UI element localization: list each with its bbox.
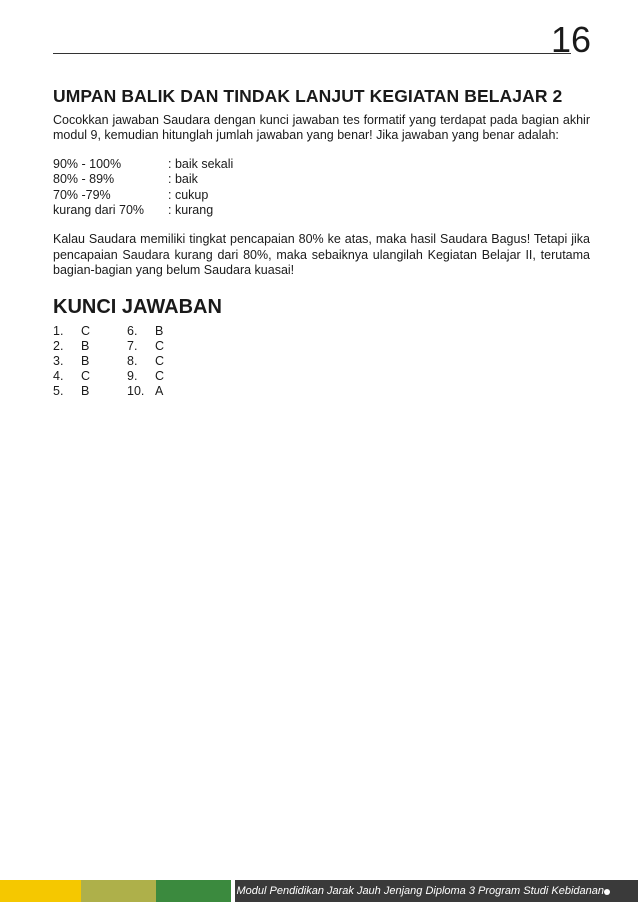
answer-number: 6. bbox=[127, 323, 138, 338]
answer-row bbox=[127, 354, 201, 369]
answer-row bbox=[53, 354, 127, 369]
score-row bbox=[53, 188, 590, 203]
score-label: : cukup bbox=[168, 187, 209, 202]
answer-value: B bbox=[81, 354, 90, 369]
answer-value: B bbox=[155, 323, 164, 338]
score-label: : baik bbox=[168, 172, 198, 187]
answer-number: 8. bbox=[127, 354, 138, 369]
page-footer bbox=[0, 880, 638, 902]
answer-row bbox=[127, 339, 201, 354]
score-row bbox=[53, 157, 590, 172]
intro-paragraph: Cocokkan jawaban Saudara dengan kunci jawaban tes formatif yang terdapat pada bagian akhir modul 9, kemudian hitunglah jumlah jawaban yang benar! Jika jawaban yang benar adalah: bbox=[53, 113, 590, 143]
answer-key-title: KUNCI JAWABAN bbox=[53, 295, 222, 318]
score-label: : kurang bbox=[168, 203, 214, 218]
score-range: kurang dari 70% bbox=[53, 203, 145, 218]
answer-number: 4. bbox=[53, 369, 64, 384]
answer-value: C bbox=[155, 338, 165, 353]
answer-number: 7. bbox=[127, 338, 138, 353]
answer-value: C bbox=[155, 354, 165, 369]
answer-number: 3. bbox=[53, 354, 64, 369]
answer-value: B bbox=[81, 384, 90, 399]
answer-number: 1. bbox=[53, 323, 64, 338]
score-label: : baik sekali bbox=[168, 156, 234, 171]
header-rule bbox=[53, 53, 571, 54]
score-range: 80% - 89% bbox=[53, 172, 115, 187]
score-range: 70% -79% bbox=[53, 187, 111, 202]
answer-value: A bbox=[155, 384, 164, 399]
answer-value: B bbox=[81, 338, 90, 353]
answer-value: C bbox=[155, 369, 165, 384]
bullet-dot-icon bbox=[604, 889, 610, 895]
answer-number: 10. bbox=[127, 384, 145, 399]
footer-band bbox=[235, 880, 638, 902]
answer-row bbox=[53, 384, 127, 399]
score-table bbox=[53, 157, 590, 219]
answer-value: C bbox=[81, 369, 91, 384]
conclusion-paragraph: Kalau Saudara memiliki tingkat pencapaian 80% ke atas, maka hasil Saudara Bagus! Tetapi jika pencapaian Saudara kurang dari 80%, maka sebaiknya ulangilah Kegiatan Belajar II, terutama bagian-bagian yang belum Saudara kuasai! bbox=[53, 232, 590, 278]
page-number: 16 bbox=[550, 19, 591, 60]
score-row bbox=[53, 203, 590, 218]
answer-row bbox=[127, 369, 201, 384]
answer-row bbox=[127, 384, 201, 399]
footer-color-block-green bbox=[156, 880, 231, 902]
answer-key bbox=[53, 324, 590, 400]
footer-module-title: Modul Pendidikan Jarak Jauh Jenjang Diploma 3 Program Studi Kebidanan bbox=[236, 885, 604, 897]
section-title: UMPAN BALIK DAN TINDAK LANJUT KEGIATAN BELAJAR 2 bbox=[53, 86, 563, 106]
answer-column-right bbox=[127, 324, 201, 400]
page-content bbox=[53, 86, 590, 400]
answer-number: 5. bbox=[53, 384, 64, 399]
score-range: 90% - 100% bbox=[53, 156, 122, 171]
answer-row bbox=[53, 369, 127, 384]
footer-color-block-olive bbox=[81, 880, 156, 902]
answer-column-left bbox=[53, 324, 127, 400]
footer-color-block-yellow bbox=[0, 880, 81, 902]
answer-row bbox=[127, 324, 201, 339]
score-row bbox=[53, 172, 590, 187]
answer-value: C bbox=[81, 323, 91, 338]
answer-number: 2. bbox=[53, 338, 64, 353]
answer-row bbox=[53, 339, 127, 354]
answer-row bbox=[53, 324, 127, 339]
answer-number: 9. bbox=[127, 369, 138, 384]
